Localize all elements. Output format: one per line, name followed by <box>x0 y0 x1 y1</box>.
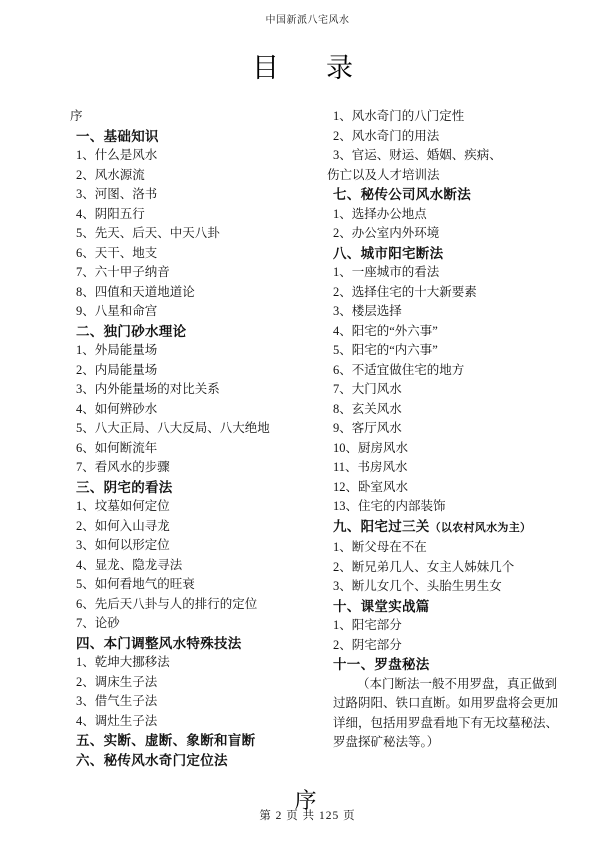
toc-entry[interactable] <box>62 614 302 634</box>
toc-entry-label: 7、六十甲子纳音 <box>76 265 170 279</box>
toc-entry[interactable] <box>319 322 569 342</box>
toc-entry-label: 1、一座城市的看法 <box>333 265 440 279</box>
toc-column-right <box>319 107 569 770</box>
toc-entry[interactable] <box>62 419 302 439</box>
toc-columns <box>0 95 615 770</box>
toc-entry-label: 3、河图、洛书 <box>76 187 158 201</box>
toc-entry[interactable] <box>62 458 302 478</box>
toc-entry-label: 3、如何以形定位 <box>76 538 170 552</box>
toc-entry[interactable] <box>62 341 302 361</box>
toc-entry-label: 2、风水源流 <box>76 167 145 182</box>
toc-entry[interactable] <box>62 263 302 283</box>
toc-entry-label: 7、论砂 <box>76 616 120 630</box>
toc-entry-label: 序 <box>70 109 83 123</box>
toc-entry-label: 1、乾坤大挪移法 <box>76 655 170 669</box>
toc-entry-label: 1、风水奇门的八门定性 <box>333 109 465 123</box>
toc-section-heading[interactable] <box>62 322 302 342</box>
toc-entry-label: 11、书房风水 <box>333 460 408 474</box>
toc-entry[interactable] <box>319 616 569 636</box>
toc-entry[interactable] <box>319 636 569 656</box>
toc-section-label: 十一、罗盘秘法 <box>333 657 430 672</box>
toc-entry[interactable] <box>319 458 569 478</box>
toc-entry-label: 3、借气生子法 <box>76 694 158 708</box>
toc-entry[interactable] <box>62 166 302 186</box>
toc-entry-label: 4、如何辨砂水 <box>76 401 158 416</box>
toc-section-heading[interactable] <box>319 185 569 205</box>
toc-entry-label: 1、选择办公地点 <box>333 206 427 221</box>
page-footer: 第 2 页 共 125 页 <box>259 810 356 822</box>
toc-entry[interactable] <box>319 146 569 166</box>
toc-entry-label: 2、内局能量场 <box>76 362 158 377</box>
toc-entry-label: 2、办公室内外环境 <box>333 226 440 240</box>
toc-section-label: 六、秘传风水奇门定位法 <box>76 752 228 768</box>
toc-entry-label: 3、官运、财运、婚姻、疾病、 <box>333 148 502 162</box>
toc-section-heading[interactable] <box>319 517 569 539</box>
toc-entry-label: 8、玄关风水 <box>333 401 402 416</box>
toc-section-label: 三、阴宅的看法 <box>76 479 173 495</box>
toc-entry-label: 5、如何看地气的旺衰 <box>76 577 195 591</box>
toc-section-heading[interactable] <box>62 127 302 147</box>
toc-entry[interactable] <box>319 283 569 303</box>
toc-entry-label: 详细，包括用罗盘看地下有无坟墓秘法、 <box>333 715 559 730</box>
toc-entry-label: 4、调灶生子法 <box>76 713 158 728</box>
toc-entry[interactable] <box>62 673 302 693</box>
toc-entry[interactable] <box>319 497 569 517</box>
toc-entry[interactable] <box>319 558 569 578</box>
toc-entry[interactable] <box>62 575 302 595</box>
toc-entry-label: 1、什么是风水 <box>76 148 158 162</box>
toc-entry[interactable] <box>62 380 302 400</box>
toc-entry[interactable] <box>319 439 569 459</box>
toc-entry[interactable] <box>62 224 302 244</box>
toc-entry-label: 罗盘探矿秘法等。） <box>333 735 440 749</box>
toc-entry-label: 伤亡以及人才培训法 <box>327 167 440 182</box>
toc-entry-label: 10、厨房风水 <box>333 440 409 455</box>
toc-entry[interactable] <box>62 283 302 303</box>
toc-entry[interactable] <box>319 205 569 225</box>
toc-entry[interactable] <box>62 439 302 459</box>
toc-entry-label: 3、内外能量场的对比关系 <box>76 382 220 396</box>
toc-entry[interactable] <box>62 361 302 381</box>
toc-entry-label: 6、如何断流年 <box>76 440 158 455</box>
toc-entry-label: 2、选择住宅的十大新要素 <box>333 284 477 299</box>
toc-entry-label: 9、客厅风水 <box>333 421 402 435</box>
toc-section-label: 四、本门调整风水特殊技法 <box>76 635 242 651</box>
toc-section-label: 一、基础知识 <box>76 128 159 144</box>
toc-entry-label: 7、看风水的步骤 <box>76 460 170 474</box>
toc-entry-label: 过路阴阳、铁口直断。如用罗盘将会更加 <box>333 696 559 710</box>
toc-entry[interactable] <box>319 538 569 558</box>
toc-entry-label: 4、阳宅的“外六事” <box>333 323 438 338</box>
toc-section-label: 二、独门砂水理论 <box>76 323 187 339</box>
toc-entry-label: 1、阳宅部分 <box>333 618 402 632</box>
preface-heading: 序 <box>294 788 321 813</box>
toc-entry[interactable] <box>319 714 569 734</box>
toc-entry[interactable] <box>319 577 569 597</box>
toc-entry[interactable] <box>62 712 302 732</box>
toc-section-heading[interactable] <box>62 634 302 654</box>
toc-section-heading[interactable] <box>62 478 302 498</box>
toc-entry[interactable] <box>319 400 569 420</box>
toc-entry[interactable] <box>319 107 569 127</box>
toc-section-heading[interactable] <box>62 751 302 771</box>
toc-entry-label: 4、阴阳五行 <box>76 206 145 221</box>
toc-entry-label: 5、先天、后天、中天八卦 <box>76 226 220 240</box>
toc-entry[interactable] <box>62 536 302 556</box>
toc-section-label: 十、课堂实战篇 <box>333 598 430 614</box>
toc-entry-label: 5、阳宅的“内六事” <box>333 343 438 357</box>
toc-entry-label: 6、不适宜做住宅的地方 <box>333 362 465 377</box>
toc-section-label: 八、城市阳宅断法 <box>333 245 444 261</box>
toc-entry[interactable] <box>319 675 569 695</box>
toc-entry[interactable] <box>62 400 302 420</box>
toc-entry[interactable] <box>319 302 569 322</box>
toc-section-heading[interactable] <box>319 244 569 264</box>
toc-entry-label: 6、先后天八卦与人的排行的定位 <box>76 596 258 611</box>
toc-section-heading[interactable] <box>62 731 302 751</box>
toc-entry[interactable] <box>319 224 569 244</box>
running-header: 中国新派八宅风水 <box>265 15 350 26</box>
toc-entry[interactable] <box>62 302 302 322</box>
toc-entry-label: 1、断父母在不在 <box>333 540 427 554</box>
toc-entry-label: 8、四值和天道地道论 <box>76 284 195 299</box>
toc-entry[interactable] <box>62 556 302 576</box>
toc-entry[interactable] <box>319 419 569 439</box>
toc-entry[interactable] <box>62 517 302 537</box>
toc-entry-label: 2、调床生子法 <box>76 674 158 689</box>
toc-entry-label: 1、外局能量场 <box>76 343 158 357</box>
toc-entry-label: 4、显龙、隐龙寻法 <box>76 557 183 572</box>
toc-entry[interactable] <box>319 341 569 361</box>
toc-entry-label: 2、风水奇门的用法 <box>333 128 440 143</box>
toc-section-label: 七、秘传公司风水断法 <box>333 187 471 202</box>
toc-entry[interactable] <box>319 263 569 283</box>
toc-section-label: 九、阳宅过三关 <box>333 518 430 534</box>
toc-entry-label: 13、住宅的内部装饰 <box>333 499 446 513</box>
toc-entry[interactable] <box>319 361 569 381</box>
toc-entry-label: 7、大门风水 <box>333 382 402 396</box>
toc-section-heading[interactable] <box>319 655 569 675</box>
toc-entry-label: 3、断儿女几个、头胎生男生女 <box>333 579 502 593</box>
toc-entry[interactable] <box>62 107 302 127</box>
toc-entry[interactable] <box>62 595 302 615</box>
toc-entry-label: 1、坟墓如何定位 <box>76 499 170 513</box>
toc-entry-label: 3、楼层选择 <box>333 304 402 318</box>
page-title: 目 录 <box>252 53 363 83</box>
toc-entry[interactable] <box>62 244 302 264</box>
toc-section-heading[interactable] <box>319 597 569 617</box>
toc-entry[interactable] <box>319 166 569 186</box>
toc-entry[interactable] <box>62 185 302 205</box>
toc-entry[interactable] <box>62 653 302 673</box>
toc-column-left <box>62 107 302 770</box>
toc-entry-label: 12、卧室风水 <box>333 479 409 494</box>
toc-entry-label: 5、八大正局、八大反局、八大绝地 <box>76 421 270 435</box>
toc-entry-label: （本门断法一般不用罗盘，真正做到 <box>357 676 558 691</box>
toc-entry-label: 2、断兄弟几人、女主人姊妹几个 <box>333 559 515 574</box>
toc-entry[interactable] <box>319 694 569 714</box>
toc-entry[interactable] <box>319 127 569 147</box>
toc-section-suffix: （以农村风水为主） <box>429 521 532 534</box>
toc-entry-label: 6、天干、地支 <box>76 245 158 260</box>
toc-entry[interactable] <box>62 205 302 225</box>
toc-entry[interactable] <box>62 497 302 517</box>
toc-entry[interactable] <box>62 146 302 166</box>
toc-entry-label: 2、阴宅部分 <box>333 637 402 652</box>
toc-entry[interactable] <box>62 692 302 712</box>
toc-entry-label: 2、如何入山寻龙 <box>76 518 170 533</box>
toc-entry[interactable] <box>319 733 569 753</box>
toc-entry-label: 9、八星和命宫 <box>76 304 158 318</box>
toc-entry[interactable] <box>319 478 569 498</box>
toc-section-label: 五、实断、虚断、象断和盲断 <box>76 733 256 748</box>
toc-entry[interactable] <box>319 380 569 400</box>
